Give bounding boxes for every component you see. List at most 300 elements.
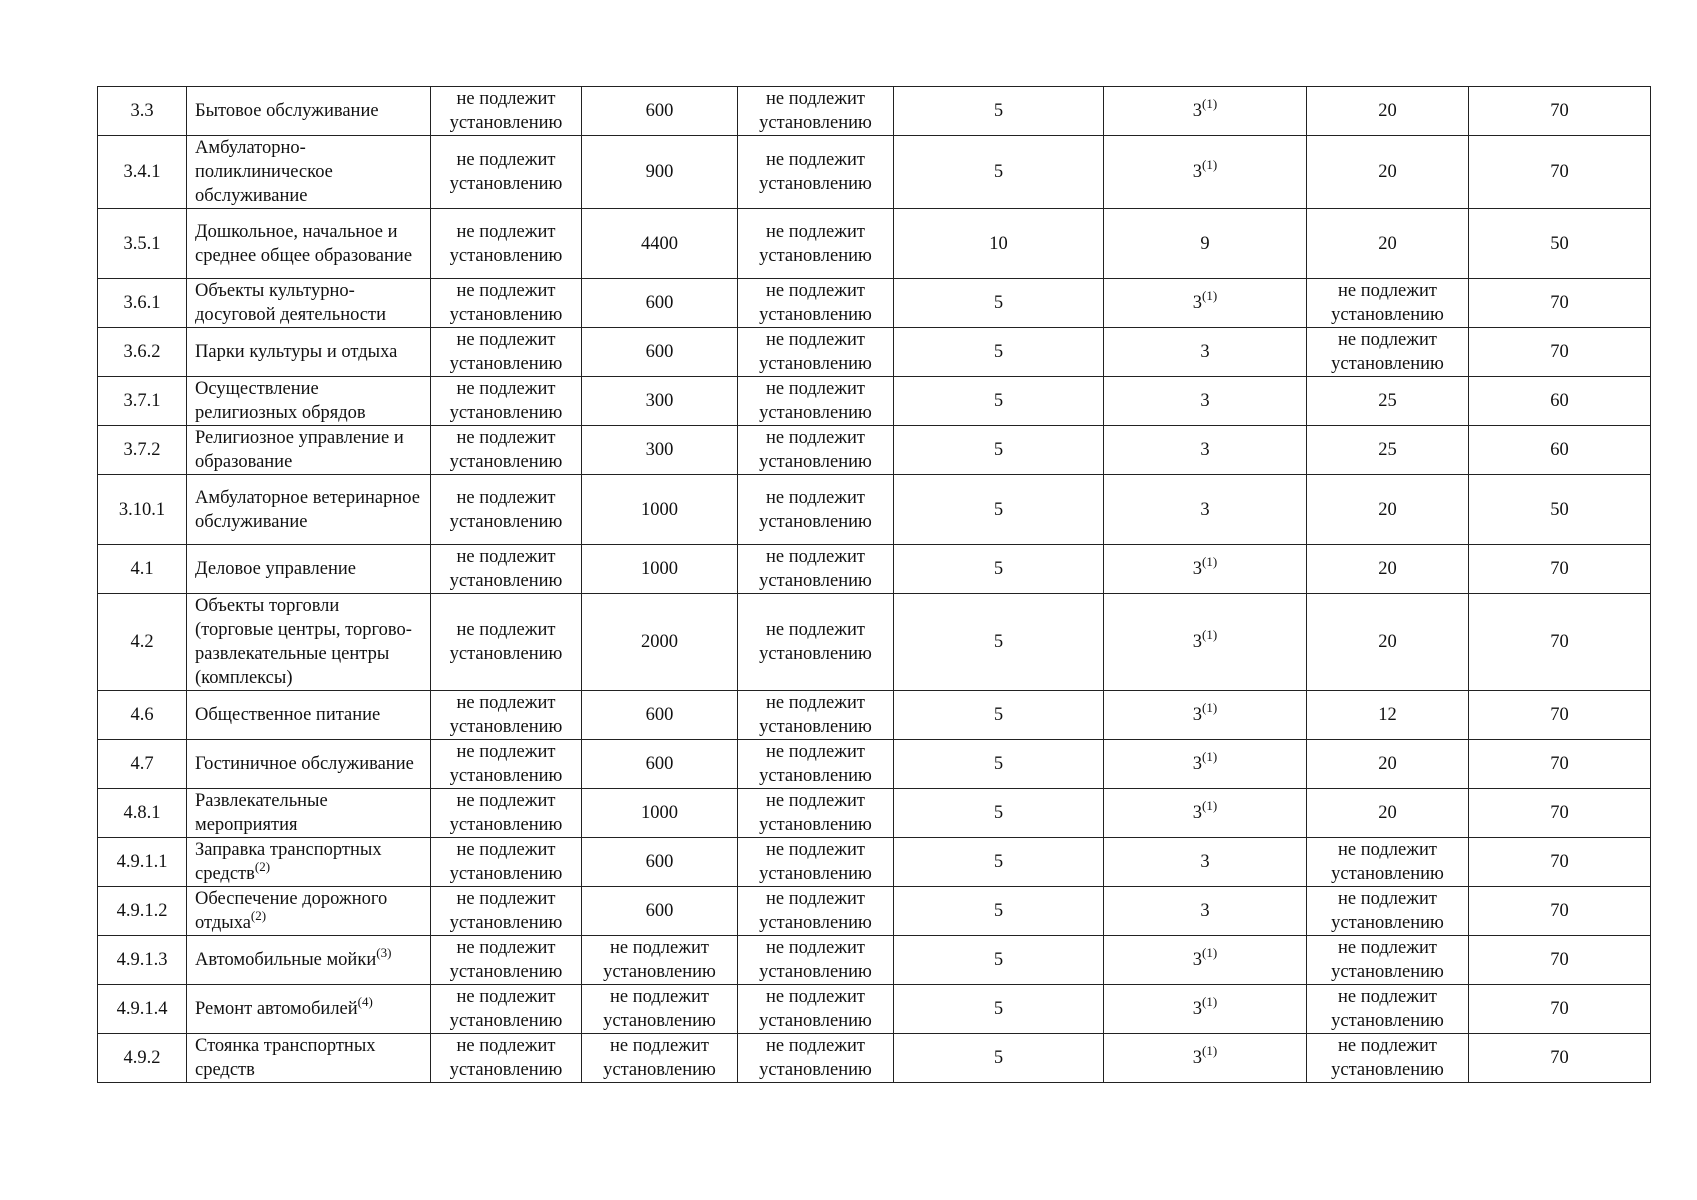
cell-col-6-text: 5 bbox=[993, 632, 1004, 652]
cell-name bbox=[187, 328, 431, 377]
cell-col-8-text: 20 bbox=[1378, 162, 1397, 182]
cell-col-5-text: не подлежит установлению bbox=[759, 150, 872, 194]
cell-col-3 bbox=[431, 838, 582, 887]
cell-col-4-text: 300 bbox=[645, 440, 674, 460]
cell-code bbox=[98, 209, 187, 279]
cell-col-7-text: 3 bbox=[1192, 950, 1203, 970]
cell-col-3-text: не подлежит установлению bbox=[449, 330, 563, 374]
cell-col-4 bbox=[582, 377, 738, 426]
cell-col-7 bbox=[1104, 545, 1307, 594]
cell-col-7-text: 3 bbox=[1192, 632, 1203, 652]
cell-col-7 bbox=[1104, 279, 1307, 328]
cell-name-text: Гостиничное обслуживание bbox=[195, 754, 414, 774]
cell-col-9-text: 70 bbox=[1550, 705, 1569, 725]
cell-col-7 bbox=[1104, 594, 1307, 691]
cell-col-4-text: 600 bbox=[645, 293, 674, 313]
cell-name bbox=[187, 740, 431, 789]
cell-col-8 bbox=[1307, 887, 1469, 936]
cell-col-9 bbox=[1469, 279, 1651, 328]
cell-col-9-text: 70 bbox=[1550, 754, 1569, 774]
cell-col-4 bbox=[582, 789, 738, 838]
cell-col-8-text: 20 bbox=[1378, 559, 1397, 579]
cell-col-7-text: 3 bbox=[1192, 162, 1203, 182]
cell-col-3 bbox=[431, 545, 582, 594]
cell-col-4-text: не подлежит установлению bbox=[603, 1036, 716, 1080]
cell-col-6-text: 5 bbox=[993, 101, 1004, 121]
cell-col-8 bbox=[1307, 279, 1469, 328]
cell-col-5 bbox=[738, 377, 894, 426]
cell-name bbox=[187, 209, 431, 279]
cell-col-8 bbox=[1307, 1034, 1469, 1083]
cell-code bbox=[98, 545, 187, 594]
cell-col-3 bbox=[431, 936, 582, 985]
cell-col-4-text: 600 bbox=[645, 754, 674, 774]
cell-code-text: 3.6.1 bbox=[123, 293, 161, 313]
cell-col-4 bbox=[582, 1034, 738, 1083]
cell-col-3 bbox=[431, 377, 582, 426]
cell-name-text: Амбулаторное ветеринарное обслуживание bbox=[195, 487, 420, 532]
cell-col-4-text: не подлежит установлению bbox=[603, 938, 716, 982]
cell-col-4 bbox=[582, 887, 738, 936]
cell-col-9-text: 70 bbox=[1550, 803, 1569, 823]
cell-col-5 bbox=[738, 594, 894, 691]
cell-name-text: Парки культуры и отдыха bbox=[195, 342, 398, 362]
cell-col-3-text: не подлежит установлению bbox=[449, 840, 563, 884]
cell-col-8 bbox=[1307, 740, 1469, 789]
cell-col-7 bbox=[1104, 789, 1307, 838]
cell-col-6-text: 5 bbox=[993, 950, 1004, 970]
cell-code-text: 4.9.2 bbox=[123, 1048, 161, 1068]
cell-col-5 bbox=[738, 1034, 894, 1083]
cell-col-4-text: 600 bbox=[645, 901, 674, 921]
table-row bbox=[98, 377, 1651, 426]
cell-col-4-text: 2000 bbox=[641, 632, 678, 652]
cell-col-7 bbox=[1104, 985, 1307, 1034]
cell-col-3 bbox=[431, 985, 582, 1034]
cell-col-3-text: не подлежит установлению bbox=[449, 889, 563, 933]
cell-col-8-text: 25 bbox=[1378, 391, 1397, 411]
cell-code bbox=[98, 740, 187, 789]
cell-code bbox=[98, 789, 187, 838]
cell-name-text: Осуществление религиозных обрядов bbox=[195, 379, 366, 423]
cell-col-9 bbox=[1469, 887, 1651, 936]
cell-col-4 bbox=[582, 279, 738, 328]
cell-code-text: 4.6 bbox=[130, 705, 154, 725]
cell-name bbox=[187, 1034, 431, 1083]
cell-col-8-text: 20 bbox=[1378, 803, 1397, 823]
cell-code-text: 4.9.1.2 bbox=[116, 901, 168, 921]
cell-code bbox=[98, 691, 187, 740]
cell-col-8-text: 20 bbox=[1378, 632, 1397, 652]
cell-col-9-text: 70 bbox=[1550, 1048, 1569, 1068]
cell-col-5 bbox=[738, 87, 894, 136]
cell-col-5-text: не подлежит установлению bbox=[759, 89, 872, 133]
cell-col-6-text: 5 bbox=[993, 391, 1004, 411]
cell-name-text: Объекты торговли (торговые центры, торгово-развлекательные центры (комплексы) bbox=[195, 596, 412, 688]
cell-col-9-text: 70 bbox=[1550, 342, 1569, 362]
cell-col-3 bbox=[431, 740, 582, 789]
cell-code bbox=[98, 377, 187, 426]
cell-col-8-text: не подлежит установлению bbox=[1331, 840, 1444, 884]
cell-col-8 bbox=[1307, 475, 1469, 545]
cell-col-3 bbox=[431, 1034, 582, 1083]
cell-col-6 bbox=[894, 545, 1104, 594]
cell-col-6 bbox=[894, 426, 1104, 475]
cell-col-5-text: не подлежит установлению bbox=[759, 938, 872, 982]
cell-col-8 bbox=[1307, 136, 1469, 209]
cell-col-5-text: не подлежит установлению bbox=[759, 428, 872, 472]
cell-col-5-text: не подлежит установлению bbox=[759, 547, 872, 591]
cell-col-3-text: не подлежит установлению bbox=[449, 987, 563, 1031]
cell-code-text: 4.8.1 bbox=[123, 803, 161, 823]
cell-col-3-text: не подлежит установлению bbox=[449, 150, 563, 194]
footnote-ref: (2) bbox=[250, 908, 267, 923]
cell-col-8 bbox=[1307, 328, 1469, 377]
cell-col-4-text: 600 bbox=[645, 101, 674, 121]
cell-code-text: 3.7.2 bbox=[123, 440, 161, 460]
cell-col-5-text: не подлежит установлению bbox=[759, 487, 872, 532]
cell-col-3-text: не подлежит установлению bbox=[449, 742, 563, 786]
cell-col-9 bbox=[1469, 985, 1651, 1034]
cell-col-4 bbox=[582, 87, 738, 136]
cell-code bbox=[98, 594, 187, 691]
cell-col-9 bbox=[1469, 838, 1651, 887]
cell-col-4-text: 300 bbox=[645, 391, 674, 411]
cell-col-7-text: 3 bbox=[1200, 342, 1210, 362]
cell-name-text: Обеспечение дорожного отдыха bbox=[195, 889, 388, 933]
cell-col-7 bbox=[1104, 136, 1307, 209]
cell-col-4 bbox=[582, 936, 738, 985]
footnote-ref: (2) bbox=[254, 859, 271, 874]
table-row bbox=[98, 838, 1651, 887]
cell-col-3-text: не подлежит установлению bbox=[449, 428, 563, 472]
cell-col-7 bbox=[1104, 209, 1307, 279]
cell-col-7 bbox=[1104, 328, 1307, 377]
cell-col-5 bbox=[738, 475, 894, 545]
cell-col-8 bbox=[1307, 87, 1469, 136]
cell-col-7-text: 9 bbox=[1200, 233, 1210, 254]
cell-name bbox=[187, 691, 431, 740]
cell-col-4-text: 1000 bbox=[641, 559, 678, 579]
cell-col-5 bbox=[738, 838, 894, 887]
table-row bbox=[98, 887, 1651, 936]
table-row bbox=[98, 936, 1651, 985]
footnote-ref: (1) bbox=[1202, 554, 1218, 569]
cell-code-text: 4.9.1.1 bbox=[116, 852, 168, 872]
cell-col-9 bbox=[1469, 789, 1651, 838]
cell-col-7 bbox=[1104, 426, 1307, 475]
cell-col-3-text: не подлежит установлению bbox=[449, 620, 563, 664]
cell-col-8 bbox=[1307, 545, 1469, 594]
cell-code-text: 3.4.1 bbox=[123, 162, 161, 182]
table-row bbox=[98, 209, 1651, 279]
cell-col-4 bbox=[582, 740, 738, 789]
cell-col-4 bbox=[582, 426, 738, 475]
cell-col-9-text: 50 bbox=[1550, 499, 1569, 520]
cell-name-text: Развлекательные мероприятия bbox=[195, 791, 328, 835]
cell-col-4 bbox=[582, 475, 738, 545]
cell-col-9 bbox=[1469, 545, 1651, 594]
cell-col-4 bbox=[582, 328, 738, 377]
cell-col-9 bbox=[1469, 209, 1651, 279]
cell-col-3 bbox=[431, 475, 582, 545]
cell-col-5-text: не подлежит установлению bbox=[759, 620, 872, 664]
cell-col-7-text: 3 bbox=[1192, 999, 1203, 1019]
cell-name bbox=[187, 985, 431, 1034]
cell-code bbox=[98, 1034, 187, 1083]
cell-col-3-text: не подлежит установлению bbox=[449, 487, 563, 532]
cell-name-text: Ремонт автомобилей bbox=[195, 999, 358, 1019]
cell-name-text: Объекты культурно-досуговой деятельности bbox=[195, 281, 387, 325]
cell-col-6-text: 5 bbox=[993, 559, 1004, 579]
cell-col-3 bbox=[431, 594, 582, 691]
cell-col-3 bbox=[431, 789, 582, 838]
cell-col-5 bbox=[738, 740, 894, 789]
cell-col-9-text: 60 bbox=[1550, 440, 1569, 460]
cell-col-3-text: не подлежит установлению bbox=[449, 693, 563, 737]
cell-col-7 bbox=[1104, 475, 1307, 545]
cell-code-text: 3.3 bbox=[130, 101, 154, 121]
cell-col-3-text: не подлежит установлению bbox=[449, 791, 563, 835]
cell-name-text: Стоянка транспортных средств bbox=[195, 1036, 376, 1080]
footnote-ref: (1) bbox=[1202, 945, 1218, 960]
cell-col-7 bbox=[1104, 740, 1307, 789]
cell-col-3-text: не подлежит установлению bbox=[449, 547, 563, 591]
cell-col-5-text: не подлежит установлению bbox=[759, 889, 872, 933]
cell-col-8-text: не подлежит установлению bbox=[1331, 987, 1444, 1031]
footnote-ref: (1) bbox=[1202, 627, 1218, 642]
cell-col-6-text: 5 bbox=[993, 1048, 1004, 1068]
cell-name bbox=[187, 838, 431, 887]
cell-col-8 bbox=[1307, 789, 1469, 838]
cell-col-6 bbox=[894, 985, 1104, 1034]
cell-name-text: Дошкольное, начальное и среднее общее образование bbox=[195, 221, 413, 266]
cell-col-8-text: 20 bbox=[1378, 499, 1397, 520]
cell-col-9-text: 70 bbox=[1550, 162, 1569, 182]
cell-name-text: Религиозное управление и образование bbox=[195, 428, 404, 472]
cell-col-7 bbox=[1104, 936, 1307, 985]
cell-col-8-text: не подлежит установлению bbox=[1331, 1036, 1444, 1080]
cell-col-5-text: не подлежит установлению bbox=[759, 987, 872, 1031]
cell-col-6 bbox=[894, 691, 1104, 740]
cell-col-4 bbox=[582, 545, 738, 594]
cell-col-4-text: 1000 bbox=[641, 803, 678, 823]
cell-name bbox=[187, 87, 431, 136]
table-body bbox=[98, 87, 1651, 1083]
cell-col-5 bbox=[738, 887, 894, 936]
cell-code bbox=[98, 475, 187, 545]
cell-col-5-text: не подлежит установлению bbox=[759, 840, 872, 884]
cell-col-9 bbox=[1469, 87, 1651, 136]
cell-col-6-text: 5 bbox=[993, 440, 1004, 460]
cell-name-text: Автомобильные мойки bbox=[195, 950, 377, 970]
cell-code bbox=[98, 279, 187, 328]
cell-code-text: 4.2 bbox=[130, 632, 154, 652]
cell-col-5 bbox=[738, 691, 894, 740]
cell-name bbox=[187, 594, 431, 691]
cell-col-7 bbox=[1104, 87, 1307, 136]
cell-col-6-text: 5 bbox=[993, 293, 1004, 313]
cell-col-5-text: не подлежит установлению bbox=[759, 330, 872, 374]
cell-col-7-text: 3 bbox=[1192, 754, 1203, 774]
footnote-ref: (1) bbox=[1202, 798, 1218, 813]
cell-col-4-text: 600 bbox=[645, 342, 674, 362]
cell-col-7 bbox=[1104, 838, 1307, 887]
cell-col-5-text: не подлежит установлению bbox=[759, 742, 872, 786]
table-row bbox=[98, 426, 1651, 475]
cell-col-5 bbox=[738, 209, 894, 279]
cell-code-text: 4.9.1.3 bbox=[116, 950, 168, 970]
cell-name bbox=[187, 475, 431, 545]
cell-col-3 bbox=[431, 279, 582, 328]
cell-col-4-text: 1000 bbox=[641, 499, 678, 520]
cell-col-8 bbox=[1307, 985, 1469, 1034]
cell-col-6-text: 5 bbox=[993, 754, 1004, 774]
cell-col-9 bbox=[1469, 936, 1651, 985]
cell-col-3-text: не подлежит установлению bbox=[449, 379, 563, 423]
cell-col-9-text: 70 bbox=[1550, 632, 1569, 652]
cell-col-8 bbox=[1307, 594, 1469, 691]
cell-name-text: Общественное питание bbox=[195, 705, 381, 725]
table-row bbox=[98, 740, 1651, 789]
cell-col-6-text: 5 bbox=[993, 852, 1004, 872]
cell-code bbox=[98, 985, 187, 1034]
cell-col-9-text: 70 bbox=[1550, 852, 1569, 872]
table-row bbox=[98, 594, 1651, 691]
cell-col-3-text: не подлежит установлению bbox=[449, 1036, 563, 1080]
cell-col-5-text: не подлежит установлению bbox=[759, 1036, 872, 1080]
cell-col-4-text: 4400 bbox=[641, 233, 678, 254]
cell-name bbox=[187, 887, 431, 936]
cell-col-7-text: 3 bbox=[1192, 293, 1203, 313]
cell-col-9-text: 70 bbox=[1550, 950, 1569, 970]
cell-col-4 bbox=[582, 209, 738, 279]
table-row bbox=[98, 789, 1651, 838]
cell-col-7-text: 3 bbox=[1200, 391, 1210, 411]
cell-code bbox=[98, 136, 187, 209]
cell-col-6-text: 5 bbox=[993, 705, 1004, 725]
cell-col-9-text: 70 bbox=[1550, 559, 1569, 579]
cell-col-7 bbox=[1104, 691, 1307, 740]
cell-col-3 bbox=[431, 328, 582, 377]
cell-col-9 bbox=[1469, 377, 1651, 426]
cell-col-6 bbox=[894, 279, 1104, 328]
cell-col-3 bbox=[431, 426, 582, 475]
cell-col-3 bbox=[431, 136, 582, 209]
cell-code-text: 4.9.1.4 bbox=[116, 999, 168, 1019]
cell-col-9 bbox=[1469, 475, 1651, 545]
cell-name bbox=[187, 279, 431, 328]
cell-col-8-text: 12 bbox=[1378, 705, 1397, 725]
cell-name-text: Заправка транспортных средств bbox=[195, 840, 382, 884]
cell-code-text: 3.5.1 bbox=[123, 233, 161, 254]
cell-col-3 bbox=[431, 209, 582, 279]
footnote-ref: (1) bbox=[1202, 994, 1218, 1009]
footnote-ref: (4) bbox=[357, 994, 373, 1009]
cell-col-8 bbox=[1307, 936, 1469, 985]
table-row bbox=[98, 1034, 1651, 1083]
cell-col-4-text: не подлежит установлению bbox=[603, 987, 716, 1031]
cell-col-5 bbox=[738, 985, 894, 1034]
cell-name bbox=[187, 789, 431, 838]
cell-code-text: 3.7.1 bbox=[123, 391, 161, 411]
cell-col-6-text: 5 bbox=[993, 901, 1004, 921]
footnote-ref: (3) bbox=[376, 945, 392, 960]
cell-col-6 bbox=[894, 209, 1104, 279]
cell-col-6 bbox=[894, 475, 1104, 545]
cell-col-8 bbox=[1307, 691, 1469, 740]
cell-name-text: Деловое управление bbox=[195, 559, 357, 579]
cell-col-4-text: 900 bbox=[645, 162, 674, 182]
table-row bbox=[98, 545, 1651, 594]
table-row bbox=[98, 691, 1651, 740]
cell-col-7-text: 3 bbox=[1200, 901, 1210, 921]
cell-col-8-text: не подлежит установлению bbox=[1331, 889, 1444, 933]
cell-col-6-text: 5 bbox=[993, 342, 1004, 362]
cell-col-6 bbox=[894, 594, 1104, 691]
cell-col-5-text: не подлежит установлению bbox=[759, 791, 872, 835]
cell-name bbox=[187, 136, 431, 209]
cell-col-8-text: не подлежит установлению bbox=[1331, 281, 1444, 325]
cell-code bbox=[98, 887, 187, 936]
cell-col-9-text: 70 bbox=[1550, 101, 1569, 121]
cell-col-7-text: 3 bbox=[1200, 499, 1210, 520]
cell-col-9-text: 70 bbox=[1550, 999, 1569, 1019]
cell-name bbox=[187, 545, 431, 594]
cell-col-7-text: 3 bbox=[1192, 705, 1203, 725]
cell-col-7 bbox=[1104, 887, 1307, 936]
cell-code bbox=[98, 87, 187, 136]
cell-code bbox=[98, 936, 187, 985]
cell-name bbox=[187, 936, 431, 985]
cell-col-6 bbox=[894, 789, 1104, 838]
cell-col-5 bbox=[738, 936, 894, 985]
cell-col-6 bbox=[894, 887, 1104, 936]
cell-code bbox=[98, 838, 187, 887]
cell-col-7-text: 3 bbox=[1192, 1048, 1203, 1068]
cell-col-9 bbox=[1469, 594, 1651, 691]
footnote-ref: (1) bbox=[1202, 1043, 1218, 1058]
cell-col-8-text: не подлежит установлению bbox=[1331, 938, 1444, 982]
cell-col-8-text: 20 bbox=[1378, 233, 1397, 254]
cell-code bbox=[98, 328, 187, 377]
cell-col-8-text: 20 bbox=[1378, 754, 1397, 774]
cell-col-5 bbox=[738, 328, 894, 377]
cell-name-text: Бытовое обслуживание bbox=[195, 101, 379, 121]
cell-col-6 bbox=[894, 136, 1104, 209]
cell-col-3 bbox=[431, 887, 582, 936]
cell-col-6 bbox=[894, 740, 1104, 789]
cell-col-5-text: не подлежит установлению bbox=[759, 281, 872, 325]
cell-col-6-text: 10 bbox=[989, 233, 1008, 254]
cell-col-9-text: 50 bbox=[1550, 233, 1569, 254]
cell-col-9 bbox=[1469, 136, 1651, 209]
cell-col-8 bbox=[1307, 209, 1469, 279]
cell-col-6 bbox=[894, 328, 1104, 377]
cell-col-9-text: 70 bbox=[1550, 293, 1569, 313]
cell-col-6 bbox=[894, 1034, 1104, 1083]
cell-col-9 bbox=[1469, 426, 1651, 475]
cell-col-5-text: не подлежит установлению bbox=[759, 693, 872, 737]
cell-col-3-text: не подлежит установлению bbox=[449, 221, 563, 266]
cell-col-9-text: 70 bbox=[1550, 901, 1569, 921]
cell-col-6 bbox=[894, 838, 1104, 887]
footnote-ref: (1) bbox=[1202, 288, 1218, 303]
cell-col-5 bbox=[738, 136, 894, 209]
cell-col-7-text: 3 bbox=[1192, 803, 1203, 823]
cell-col-4-text: 600 bbox=[645, 852, 674, 872]
cell-col-5 bbox=[738, 426, 894, 475]
